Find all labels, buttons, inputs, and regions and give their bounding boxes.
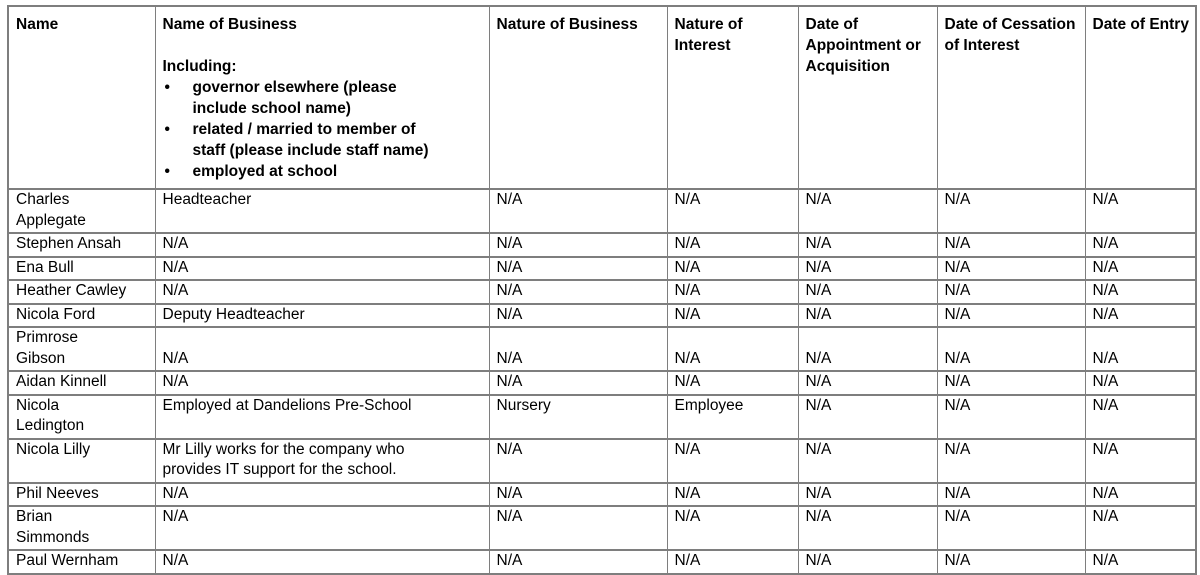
name-of-business-cell <box>155 439 489 483</box>
header-name-of-business <box>155 6 489 189</box>
date-of-cessation-cell: N/A <box>937 371 1085 395</box>
business-description: N/A <box>162 484 189 502</box>
name-cell <box>8 233 155 257</box>
header-nature-of-business: Nature of Business <box>489 6 667 189</box>
nature-of-interest-cell: N/A <box>667 550 798 574</box>
date-of-entry-cell: N/A <box>1085 257 1196 281</box>
date-of-appointment-cell: N/A <box>798 233 937 257</box>
date-of-cessation-cell: N/A <box>937 506 1085 550</box>
date-of-cessation-cell: N/A <box>937 189 1085 233</box>
business-description: N/A <box>162 373 189 390</box>
date-of-cessation-cell: N/A <box>937 304 1085 328</box>
name-cell <box>8 550 155 574</box>
date-of-appointment-cell: N/A <box>798 280 937 304</box>
table-row <box>8 304 1196 328</box>
business-description: Employed at Dandelions Pre-School <box>162 396 412 414</box>
date-of-cessation-cell: N/A <box>937 233 1085 257</box>
name-of-business-cell <box>155 257 489 281</box>
nature-of-business-cell: N/A <box>489 189 667 233</box>
name-of-business-cell <box>155 506 489 550</box>
date-of-entry-cell: N/A <box>1085 483 1196 507</box>
nature-of-interest-cell: N/A <box>667 280 798 304</box>
name-cell <box>8 506 155 550</box>
business-description: N/A <box>162 349 189 367</box>
table-row <box>8 506 1196 550</box>
nature-of-business-cell: N/A <box>489 327 667 371</box>
date-of-entry-cell: N/A <box>1085 189 1196 233</box>
header-date-of-cessation: Date of Cessation of Interest <box>937 6 1085 189</box>
table-row <box>8 439 1196 483</box>
name-cell <box>8 395 155 439</box>
date-of-appointment-cell: N/A <box>798 327 937 371</box>
name-cell <box>8 483 155 507</box>
governor-name: Primrose Gibson <box>16 329 79 367</box>
date-of-appointment-cell: N/A <box>798 439 937 483</box>
header-name: Name <box>8 6 155 189</box>
nature-of-interest-cell: N/A <box>667 483 798 507</box>
governor-name: Nicola Ford <box>16 305 96 323</box>
nature-of-business-cell: Nursery <box>489 395 667 439</box>
table-row <box>8 189 1196 233</box>
name-of-business-cell <box>155 233 489 257</box>
table-row <box>8 395 1196 439</box>
nature-of-interest-cell: Employee <box>667 395 798 439</box>
table-row <box>8 327 1196 371</box>
name-cell <box>8 439 155 483</box>
date-of-entry-cell: N/A <box>1085 304 1196 328</box>
nature-of-business-cell: N/A <box>489 233 667 257</box>
name-of-business-cell <box>155 395 489 439</box>
nature-of-interest-cell: N/A <box>667 327 798 371</box>
governor-name: Paul Wernham <box>16 552 119 569</box>
governor-name: Ena Bull <box>16 258 74 276</box>
governor-name: Brian Simmonds <box>16 508 90 546</box>
governor-name: Stephen Ansah <box>16 235 122 252</box>
date-of-appointment-cell: N/A <box>798 483 937 507</box>
header-bullet-related-to-staff: • related / married to member of staff (please include staff name) <box>165 119 433 161</box>
date-of-entry-cell: N/A <box>1085 371 1196 395</box>
nature-of-interest-cell: N/A <box>667 233 798 257</box>
name-cell <box>8 327 155 371</box>
governor-name: Nicola Ledington <box>16 396 85 434</box>
date-of-cessation-cell: N/A <box>937 550 1085 574</box>
business-description: N/A <box>162 552 189 569</box>
table-row <box>8 483 1196 507</box>
governor-name: Aidan Kinnell <box>16 373 107 390</box>
governor-name: Charles Applegate <box>16 191 86 229</box>
date-of-cessation-cell: N/A <box>937 280 1085 304</box>
date-of-appointment-cell: N/A <box>798 371 937 395</box>
date-of-cessation-cell: N/A <box>937 257 1085 281</box>
nature-of-interest-cell: N/A <box>667 371 798 395</box>
business-description: Deputy Headteacher <box>162 305 305 323</box>
nature-of-business-cell: N/A <box>489 439 667 483</box>
nature-of-business-cell: N/A <box>489 506 667 550</box>
business-description: N/A <box>162 258 189 276</box>
date-of-entry-cell: N/A <box>1085 395 1196 439</box>
business-description: N/A <box>162 282 189 299</box>
date-of-entry-cell: N/A <box>1085 550 1196 574</box>
table-row <box>8 233 1196 257</box>
header-business-title: Name of Business <box>162 16 297 33</box>
governor-name: Heather Cawley <box>16 282 127 299</box>
table-body <box>8 189 1196 574</box>
governor-business-interests-table <box>7 5 1197 575</box>
nature-of-business-cell: N/A <box>489 257 667 281</box>
date-of-cessation-cell: N/A <box>937 327 1085 371</box>
date-of-cessation-cell: N/A <box>937 483 1085 507</box>
nature-of-business-cell: N/A <box>489 483 667 507</box>
name-of-business-cell <box>155 371 489 395</box>
business-description: Headteacher <box>162 191 252 208</box>
date-of-appointment-cell: N/A <box>798 506 937 550</box>
date-of-cessation-cell: N/A <box>937 395 1085 439</box>
table-row <box>8 257 1196 281</box>
table-header <box>8 6 1196 189</box>
name-cell <box>8 304 155 328</box>
header-business-bullet-list <box>163 77 483 182</box>
nature-of-business-cell: N/A <box>489 304 667 328</box>
date-of-appointment-cell: N/A <box>798 550 937 574</box>
nature-of-interest-cell: N/A <box>667 439 798 483</box>
date-of-entry-cell: N/A <box>1085 280 1196 304</box>
header-bullet-governor-elsewhere: • governor elsewhere (please include school name) <box>165 77 433 119</box>
header-bullet-employed-at-school: • employed at school <box>165 161 433 182</box>
table-row <box>8 371 1196 395</box>
nature-of-interest-cell: N/A <box>667 257 798 281</box>
nature-of-interest-cell: N/A <box>667 506 798 550</box>
nature-of-business-cell: N/A <box>489 371 667 395</box>
header-business-including-label: Including: <box>162 58 237 75</box>
nature-of-business-cell: N/A <box>489 550 667 574</box>
date-of-appointment-cell: N/A <box>798 257 937 281</box>
table-row <box>8 280 1196 304</box>
name-of-business-cell <box>155 550 489 574</box>
date-of-appointment-cell: N/A <box>798 189 937 233</box>
header-row <box>8 6 1196 189</box>
date-of-cessation-cell: N/A <box>937 439 1085 483</box>
date-of-appointment-cell: N/A <box>798 304 937 328</box>
date-of-entry-cell: N/A <box>1085 327 1196 371</box>
date-of-entry-cell: N/A <box>1085 506 1196 550</box>
name-of-business-cell <box>155 304 489 328</box>
header-nature-of-interest: Nature of Interest <box>667 6 798 189</box>
name-of-business-cell <box>155 327 489 371</box>
name-cell <box>8 189 155 233</box>
business-description: N/A <box>162 508 189 525</box>
nature-of-interest-cell: N/A <box>667 189 798 233</box>
name-cell <box>8 257 155 281</box>
name-cell <box>8 371 155 395</box>
nature-of-business-cell: N/A <box>489 280 667 304</box>
governor-name: Nicola Lilly <box>16 440 91 458</box>
business-description: N/A <box>162 235 189 252</box>
date-of-entry-cell: N/A <box>1085 439 1196 483</box>
header-date-of-appointment: Date of Appointment or Acquisition <box>798 6 937 189</box>
header-date-of-entry: Date of Entry <box>1085 6 1196 189</box>
date-of-appointment-cell: N/A <box>798 395 937 439</box>
table-row <box>8 550 1196 574</box>
date-of-entry-cell: N/A <box>1085 233 1196 257</box>
name-cell <box>8 280 155 304</box>
business-description: Mr Lilly works for the company who provides IT support for the school. <box>162 440 405 478</box>
governor-name: Phil Neeves <box>16 484 99 502</box>
nature-of-interest-cell: N/A <box>667 304 798 328</box>
name-of-business-cell <box>155 483 489 507</box>
name-of-business-cell <box>155 280 489 304</box>
name-of-business-cell <box>155 189 489 233</box>
